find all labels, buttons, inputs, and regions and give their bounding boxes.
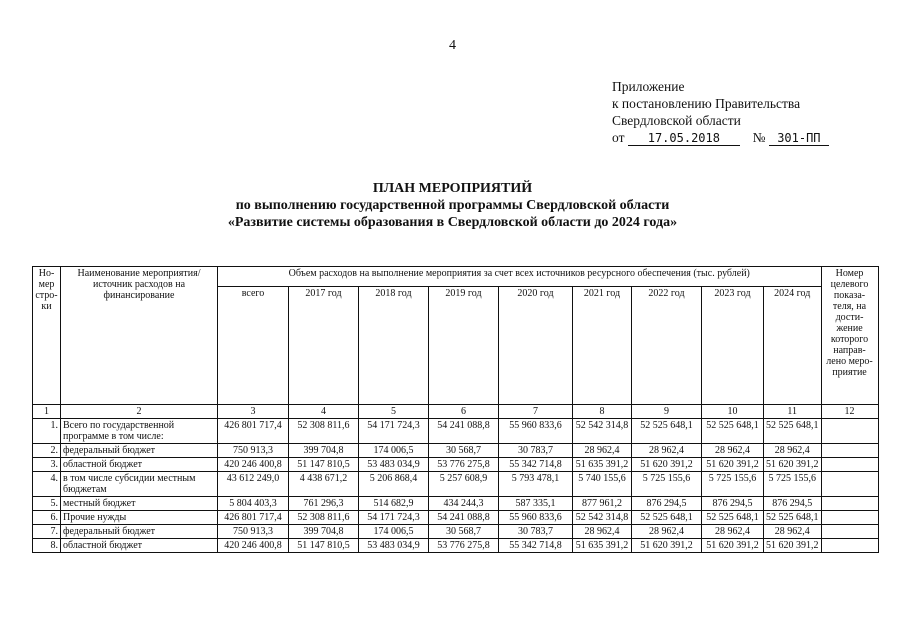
row-target: [821, 525, 878, 539]
column-number: 10: [702, 405, 764, 419]
row-value: 55 342 714,8: [499, 539, 573, 553]
row-value: 52 308 811,6: [289, 511, 359, 525]
title-line: «Развитие системы образования в Свердловской области до 2024 года»: [227, 215, 678, 230]
header-year: 2024 год: [764, 287, 822, 405]
row-value: 28 962,4: [764, 444, 822, 458]
row-value: 51 147 810,5: [289, 539, 359, 553]
row-value: 426 801 717,4: [218, 511, 289, 525]
title-line: ПЛАН МЕРОПРИЯТИЙ: [372, 181, 533, 196]
row-value: 52 525 648,1: [632, 511, 702, 525]
row-value: 55 960 833,6: [499, 419, 573, 444]
row-value: 54 241 088,8: [429, 511, 499, 525]
row-value: 426 801 717,4: [218, 419, 289, 444]
column-number: 9: [632, 405, 702, 419]
row-value: 28 962,4: [702, 444, 764, 458]
row-value: 53 776 275,8: [429, 539, 499, 553]
decree-number: 301-ПП: [769, 131, 829, 146]
row-value: 53 776 275,8: [429, 458, 499, 472]
header-target: Номер целевого показа-теля, на дости-жение которого направ-лено меро-приятие: [821, 267, 878, 405]
header-year: 2023 год: [702, 287, 764, 405]
header-year: 2020 год: [499, 287, 573, 405]
row-name: в том числе субсидии местным бюджетам: [61, 472, 218, 497]
row-value: 5 725 155,6: [764, 472, 822, 497]
row-target: [821, 472, 878, 497]
row-number: 3.: [33, 458, 61, 472]
row-number: 4.: [33, 472, 61, 497]
row-value: 174 006,5: [359, 444, 429, 458]
row-value: 28 962,4: [573, 444, 632, 458]
row-value: 52 525 648,1: [702, 511, 764, 525]
row-value: 51 620 391,2: [702, 458, 764, 472]
row-value: 54 171 724,3: [359, 511, 429, 525]
row-value: 51 147 810,5: [289, 458, 359, 472]
row-value: 28 962,4: [632, 444, 702, 458]
table-row: [33, 511, 879, 525]
row-value: 55 342 714,8: [499, 458, 573, 472]
page-number: 4: [449, 38, 456, 53]
row-value: 876 294,5: [702, 497, 764, 511]
row-value: 52 542 314,8: [573, 419, 632, 444]
date-prefix: от: [612, 130, 625, 145]
row-value: 52 525 648,1: [764, 511, 822, 525]
row-target: [821, 458, 878, 472]
header-year: 2019 год: [429, 287, 499, 405]
row-value: 750 913,3: [218, 444, 289, 458]
row-value: 399 704,8: [289, 444, 359, 458]
row-number: 1.: [33, 419, 61, 444]
table-row: [33, 458, 879, 472]
row-name: федеральный бюджет: [61, 444, 218, 458]
row-value: 5 206 868,4: [359, 472, 429, 497]
row-value: 54 171 724,3: [359, 419, 429, 444]
row-value: 51 635 391,2: [573, 458, 632, 472]
row-name: Всего по государственной программе в том числе:: [61, 419, 218, 444]
appendix-line: к постановлению Правительства: [612, 96, 801, 111]
row-value: 514 682,9: [359, 497, 429, 511]
plan-table: [32, 266, 879, 553]
header-year: 2022 год: [632, 287, 702, 405]
row-value: 55 960 833,6: [499, 511, 573, 525]
row-value: 420 246 400,8: [218, 458, 289, 472]
row-value: 5 725 155,6: [632, 472, 702, 497]
row-number: 6.: [33, 511, 61, 525]
row-number: 8.: [33, 539, 61, 553]
header-volume: Объем расходов на выполнение мероприятия за счет всех источников ресурсного обеспечения (тыс. рублей): [218, 267, 822, 287]
document-title: [0, 180, 905, 231]
row-value: 30 568,7: [429, 444, 499, 458]
header-year: всего: [218, 287, 289, 405]
table-row: [33, 497, 879, 511]
column-number: 2: [61, 405, 218, 419]
row-value: 53 483 034,9: [359, 458, 429, 472]
row-value: 51 620 391,2: [764, 539, 822, 553]
row-value: 399 704,8: [289, 525, 359, 539]
appendix-block: [612, 78, 829, 146]
column-number: 7: [499, 405, 573, 419]
decree-date: 17.05.2018: [628, 131, 740, 146]
column-number: 8: [573, 405, 632, 419]
column-number: 11: [764, 405, 822, 419]
row-value: 52 308 811,6: [289, 419, 359, 444]
header-row-number: Но-мер стро-ки: [33, 267, 61, 405]
row-value: 28 962,4: [764, 525, 822, 539]
row-value: 876 294,5: [632, 497, 702, 511]
column-number: 1: [33, 405, 61, 419]
row-value: 5 257 608,9: [429, 472, 499, 497]
row-value: 30 783,7: [499, 444, 573, 458]
row-value: 5 793 478,1: [499, 472, 573, 497]
row-value: 28 962,4: [573, 525, 632, 539]
row-value: 750 913,3: [218, 525, 289, 539]
column-number: 4: [289, 405, 359, 419]
number-prefix: №: [752, 130, 766, 145]
row-number: 5.: [33, 497, 61, 511]
row-value: 43 612 249,0: [218, 472, 289, 497]
header-year: 2018 год: [359, 287, 429, 405]
row-value: 4 438 671,2: [289, 472, 359, 497]
table-row: [33, 419, 879, 444]
row-value: 5 804 403,3: [218, 497, 289, 511]
row-value: 174 006,5: [359, 525, 429, 539]
row-value: 28 962,4: [702, 525, 764, 539]
row-value: 52 542 314,8: [573, 511, 632, 525]
row-value: 876 294,5: [764, 497, 822, 511]
row-name: Прочие нужды: [61, 511, 218, 525]
row-value: 420 246 400,8: [218, 539, 289, 553]
row-value: 51 635 391,2: [573, 539, 632, 553]
row-value: 51 620 391,2: [764, 458, 822, 472]
header-name: Наименование мероприятия/ источник расходов на финансирование: [61, 267, 218, 405]
row-value: 51 620 391,2: [632, 539, 702, 553]
row-value: 54 241 088,8: [429, 419, 499, 444]
row-value: 5 740 155,6: [573, 472, 632, 497]
row-value: 53 483 034,9: [359, 539, 429, 553]
row-name: местный бюджет: [61, 497, 218, 511]
row-value: 30 568,7: [429, 525, 499, 539]
row-value: 52 525 648,1: [764, 419, 822, 444]
table-row: [33, 472, 879, 497]
row-target: [821, 419, 878, 444]
row-value: 877 961,2: [573, 497, 632, 511]
column-number: 5: [359, 405, 429, 419]
row-value: 28 962,4: [632, 525, 702, 539]
column-number: 12: [821, 405, 878, 419]
row-target: [821, 539, 878, 553]
title-line: по выполнению государственной программы Свердловской области: [235, 198, 670, 213]
row-value: 761 296,3: [289, 497, 359, 511]
table-row: [33, 444, 879, 458]
column-number: 3: [218, 405, 289, 419]
row-name: областной бюджет: [61, 539, 218, 553]
appendix-date-line: [612, 129, 829, 146]
table-row: [33, 525, 879, 539]
header-year: 2021 год: [573, 287, 632, 405]
row-value: 30 783,7: [499, 525, 573, 539]
row-value: 587 335,1: [499, 497, 573, 511]
row-target: [821, 497, 878, 511]
row-value: 52 525 648,1: [632, 419, 702, 444]
row-number: 2.: [33, 444, 61, 458]
row-value: 51 620 391,2: [632, 458, 702, 472]
row-value: 5 725 155,6: [702, 472, 764, 497]
appendix-line: Приложение: [612, 79, 685, 94]
row-name: федеральный бюджет: [61, 525, 218, 539]
row-target: [821, 444, 878, 458]
row-target: [821, 511, 878, 525]
header-year: 2017 год: [289, 287, 359, 405]
table-row: [33, 539, 879, 553]
column-number: 6: [429, 405, 499, 419]
row-value: 51 620 391,2: [702, 539, 764, 553]
row-number: 7.: [33, 525, 61, 539]
appendix-line: Свердловской области: [612, 113, 741, 128]
row-value: 52 525 648,1: [702, 419, 764, 444]
row-name: областной бюджет: [61, 458, 218, 472]
row-value: 434 244,3: [429, 497, 499, 511]
